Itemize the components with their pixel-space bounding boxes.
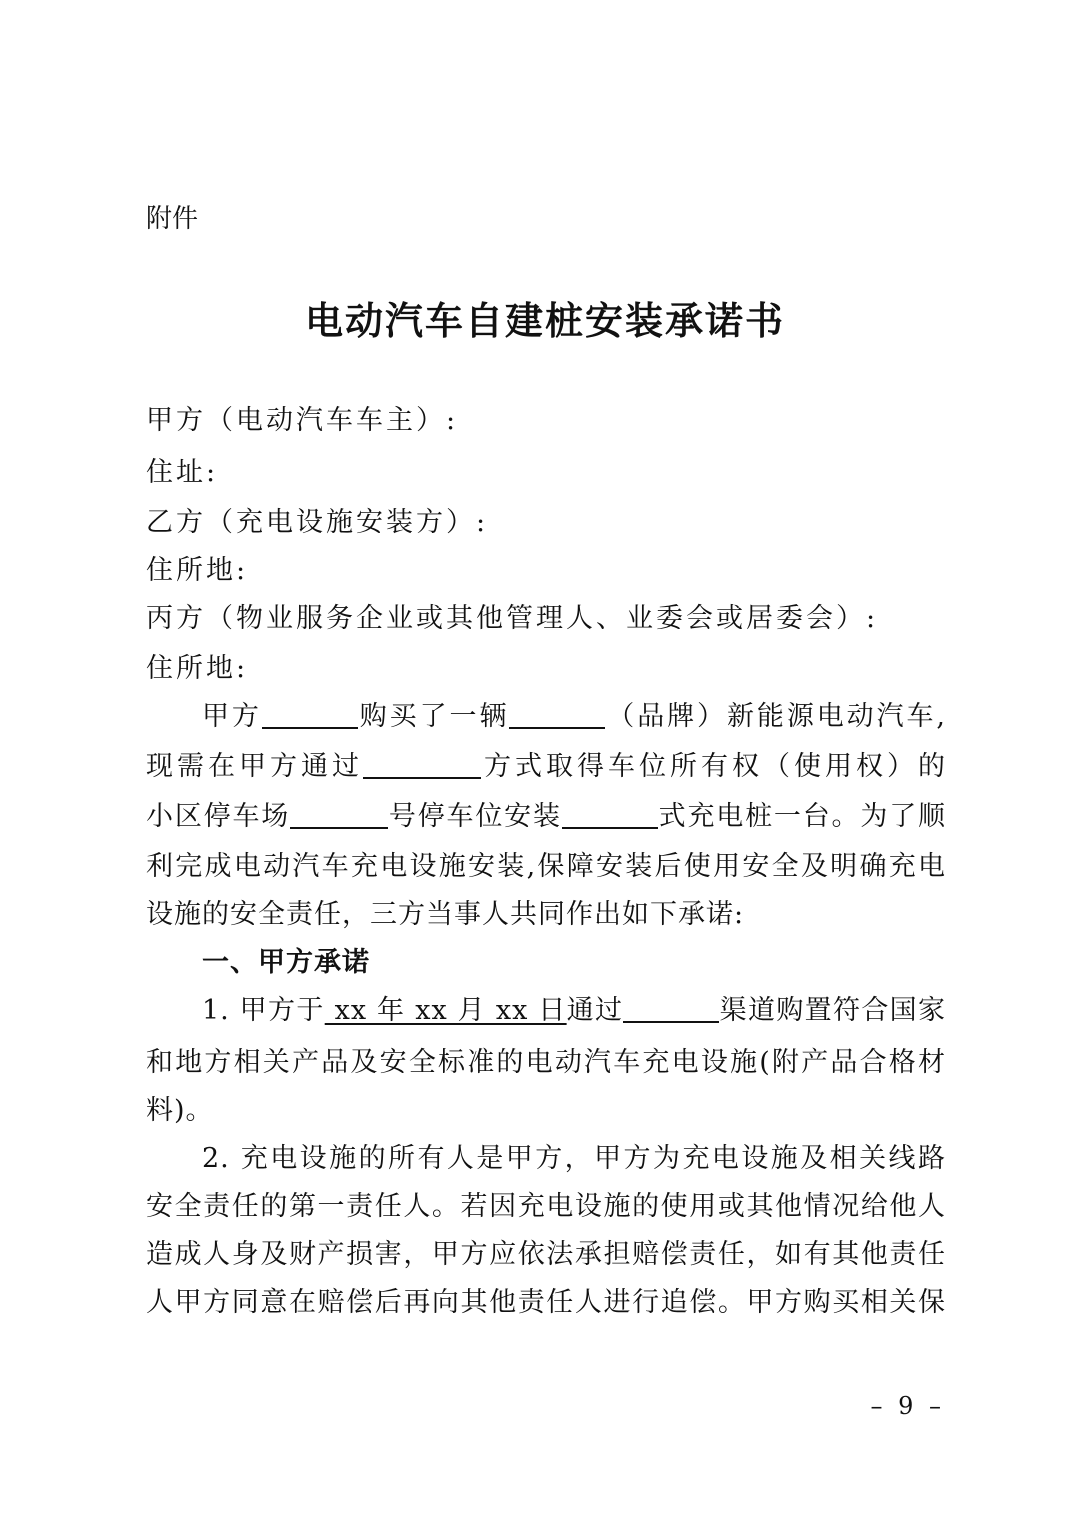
purchase-date: xx 年 xx 月 xx 日: [324, 995, 567, 1026]
purchase-channel-blank: [623, 994, 719, 1023]
acquisition-method-blank: [363, 750, 481, 779]
brand-blank: [509, 700, 605, 729]
item-1-line-1: 1. 甲方于 xx 年 xx 月 xx 日通过 渠道购置符合国家: [202, 995, 947, 1026]
intro-line-3: 小区停车场 号停车位安装 式充电桩一台。为了顺: [146, 801, 947, 832]
party-a-address: 住址:: [146, 457, 219, 488]
party-a-line: 甲方（电动汽车车主）:: [146, 405, 459, 436]
document-title: 电动汽车自建桩安装承诺书: [304, 298, 785, 343]
page-number: – 9 –: [870, 1392, 945, 1420]
item-2-line-4: 人甲方同意在赔偿后再向其他责任人进行追偿。甲方购买相关保: [146, 1287, 946, 1318]
item-2-line-3: 造成人身及财产损害，甲方应依法承担赔偿责任，如有其他责任: [146, 1239, 946, 1270]
intro-line-4: 利完成电动汽车充电设施安装,保障安装后使用安全及明确充电: [146, 851, 946, 882]
item-2-line-1: 2. 充电设施的所有人是甲方，甲方为充电设施及相关线路: [202, 1143, 946, 1174]
party-c-line: 丙方（物业服务企业或其他管理人、业委会或居委会）:: [146, 603, 879, 634]
intro-line-5: 设施的安全责任，三方当事人共同作出如下承诺:: [146, 899, 745, 930]
parking-space-blank: [290, 800, 388, 829]
intro-line-1: 甲方 购买了一辆 （品牌）新能源电动汽车,: [202, 701, 947, 732]
attachment-label: 附件: [146, 204, 199, 234]
item-2-line-2: 安全责任的第一责任人。若因充电设施的使用或其他情况给他人: [146, 1191, 946, 1222]
owner-name-blank: [262, 700, 358, 729]
party-c-address: 住所地:: [146, 653, 249, 684]
item-1-line-2: 和地方相关产品及安全标准的电动汽车充电设施(附产品合格材: [146, 1047, 946, 1078]
charger-type-blank: [562, 800, 658, 829]
intro-line-2: 现需在甲方通过 方式取得车位所有权（使用权）的: [146, 751, 946, 782]
item-1-line-3: 料)。: [146, 1095, 214, 1126]
section-1-heading: 一、甲方承诺: [202, 947, 370, 978]
party-b-address: 住所地:: [146, 555, 249, 586]
party-b-line: 乙方（充电设施安装方）:: [146, 507, 489, 538]
